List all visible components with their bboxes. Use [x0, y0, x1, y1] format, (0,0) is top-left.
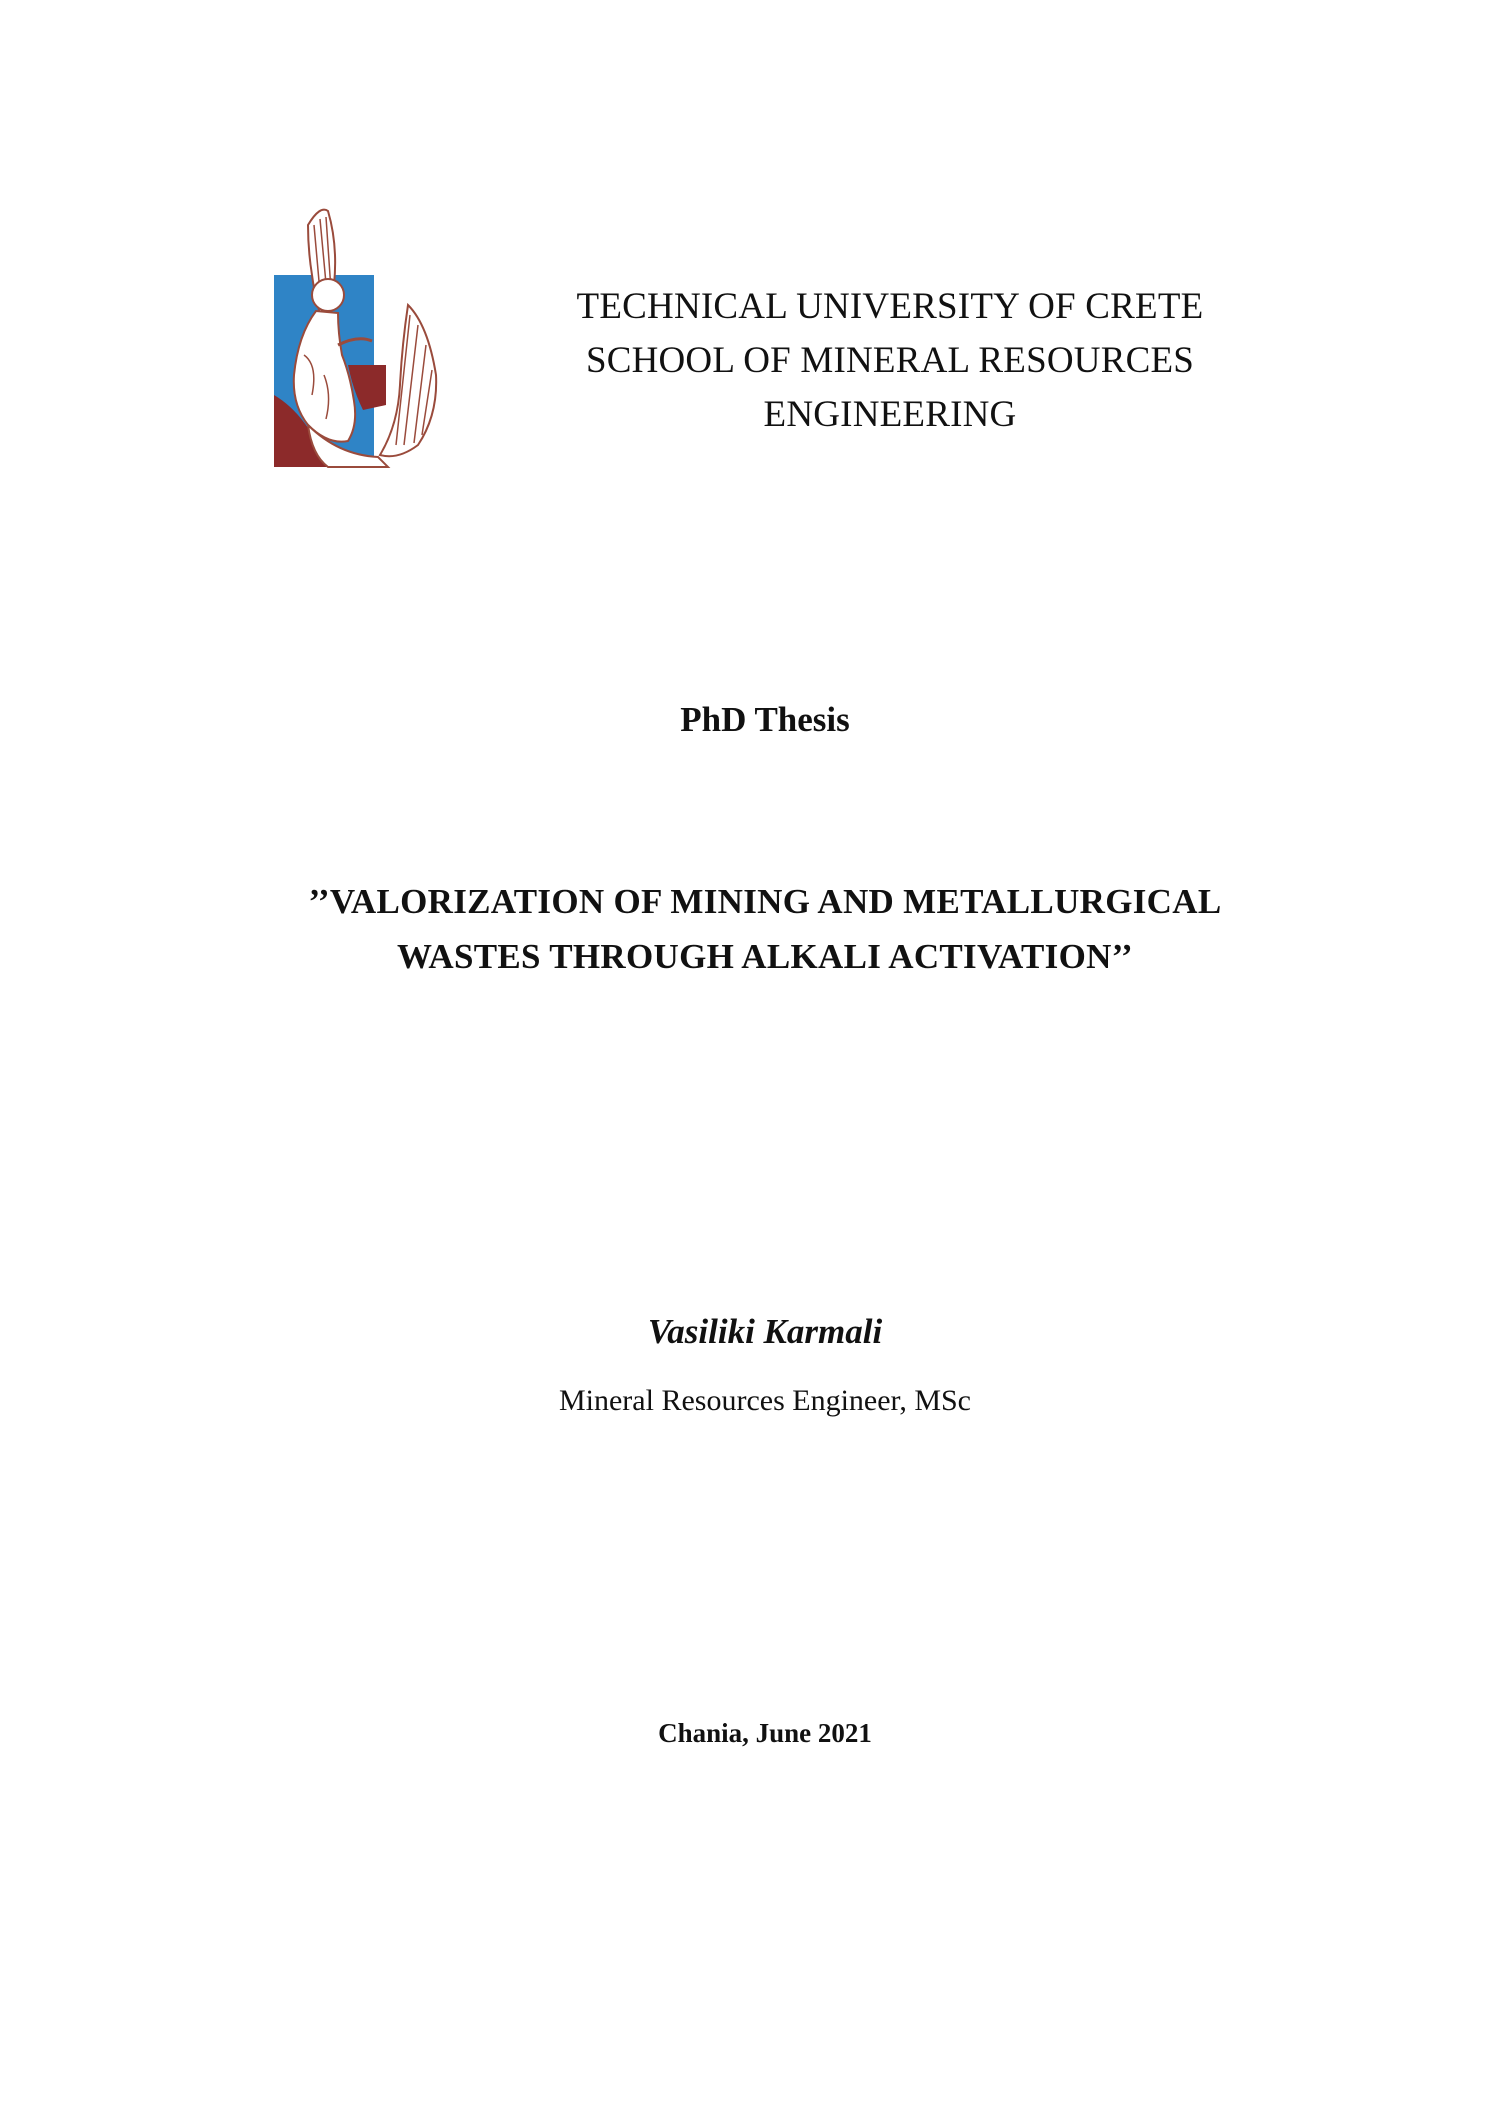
institution-line-2: SCHOOL OF MINERAL RESOURCES — [585, 340, 1195, 381]
thesis-title-line-1: ’’VALORIZATION OF MINING AND METALLURGICAL — [308, 882, 1222, 921]
document-type: PhD Thesis — [680, 700, 850, 739]
university-emblem-icon — [268, 205, 448, 475]
institution-line-3: ENGINEERING — [763, 394, 1017, 435]
institution-name — [560, 280, 1220, 442]
thesis-title — [200, 874, 1330, 984]
author-role: Mineral Resources Engineer, MSc — [558, 1384, 972, 1417]
thesis-title-line-2: WASTES THROUGH ALKALI ACTIVATION’’ — [397, 937, 1133, 976]
institution-line-1: TECHNICAL UNIVERSITY OF CRETE — [576, 286, 1204, 327]
place-date: Chania, June 2021 — [658, 1718, 872, 1748]
author-name: Vasiliki Karmali — [647, 1312, 883, 1351]
